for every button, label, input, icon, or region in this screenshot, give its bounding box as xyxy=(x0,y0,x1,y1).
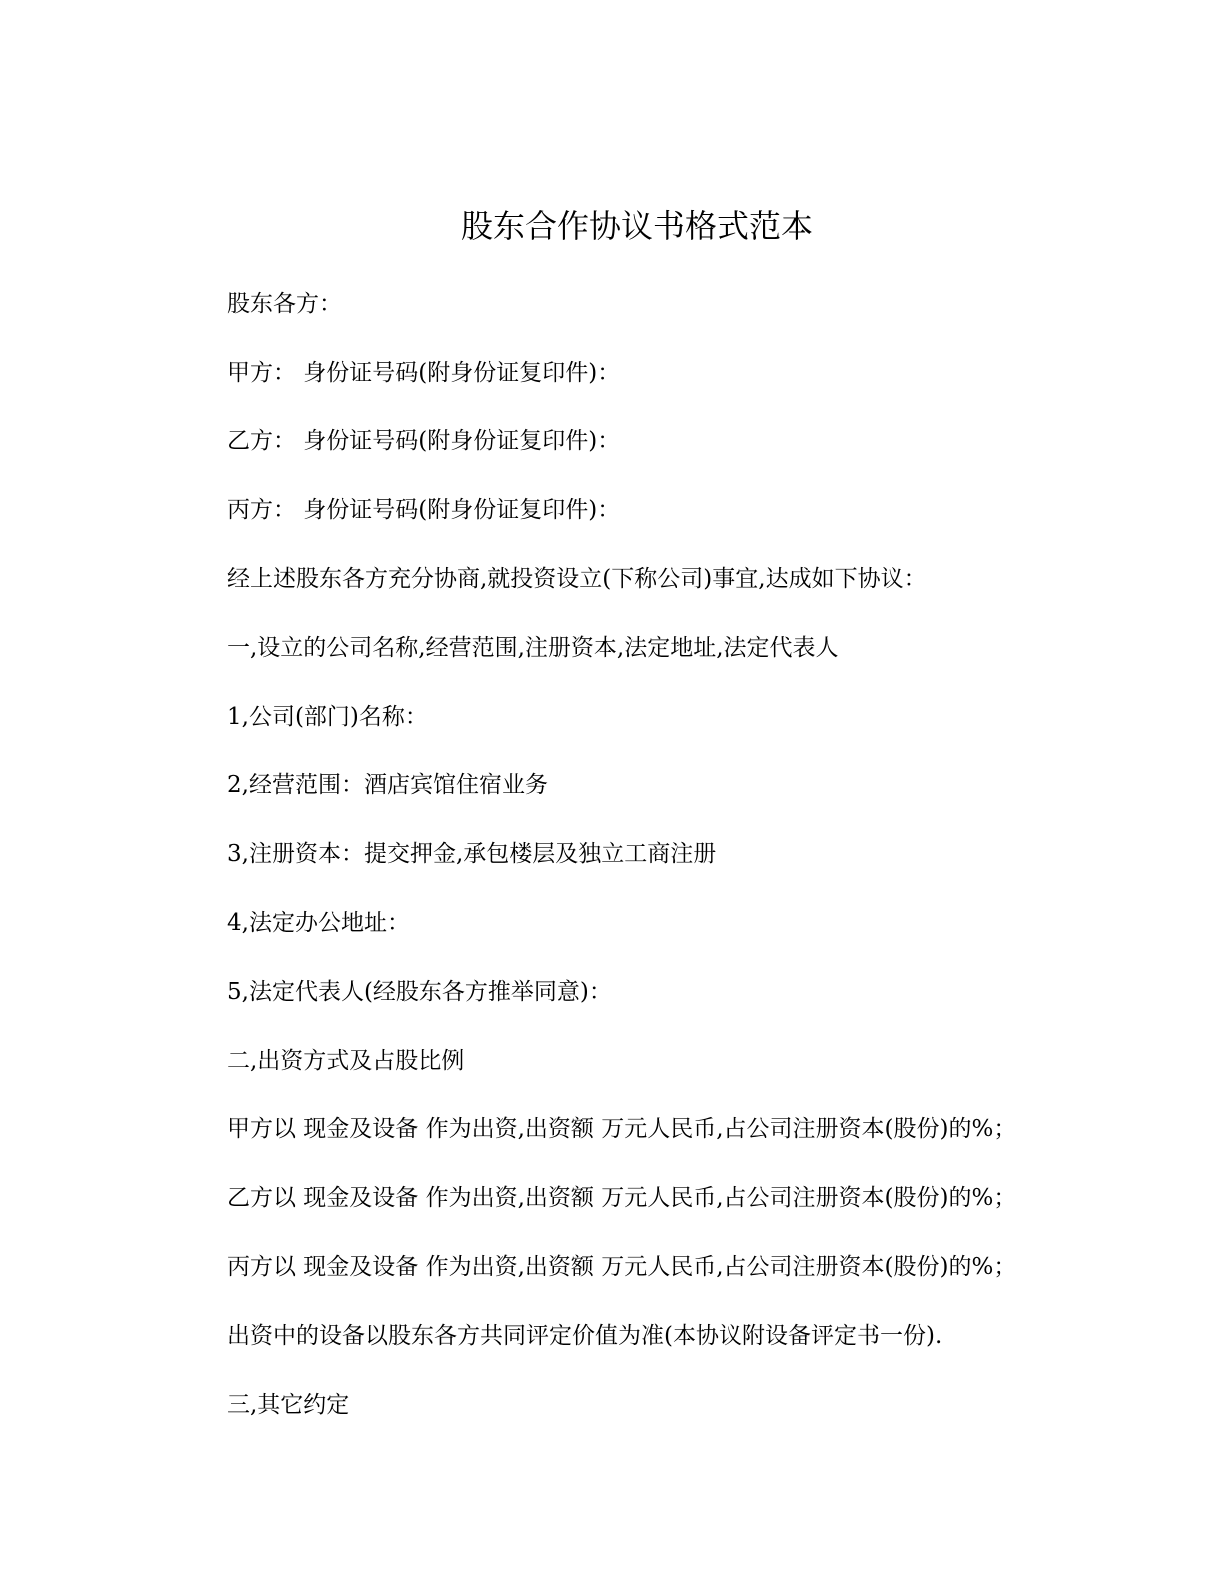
paragraph-party-c: 丙方： 身份证号码(附身份证复印件)： xyxy=(227,497,621,523)
contribution-party-b: 乙方以 现金及设备 作为出资,出资额 万元人民币,占公司注册资本(股份)的%； xyxy=(227,1185,1017,1211)
paragraph-party-b: 乙方： 身份证号码(附身份证复印件)： xyxy=(227,428,621,454)
section-heading-3: 三,其它约定 xyxy=(227,1392,350,1418)
contribution-party-a: 甲方以 现金及设备 作为出资,出资额 万元人民币,占公司注册资本(股份)的%； xyxy=(227,1116,1017,1142)
paragraph-preamble: 经上述股东各方充分协商,就投资设立(下称公司)事宜,达成如下协议： xyxy=(227,566,927,592)
section-heading-2: 二,出资方式及占股比例 xyxy=(227,1048,465,1074)
paragraph-shareholders: 股东各方： xyxy=(227,291,342,317)
clause-registered-capital: 3,注册资本：提交押金,承包楼层及独立工商注册 xyxy=(227,841,717,867)
contribution-party-c: 丙方以 现金及设备 作为出资,出资额 万元人民币,占公司注册资本(股份)的%； xyxy=(227,1254,1017,1280)
section-heading-1: 一,设立的公司名称,经营范围,注册资本,法定地址,法定代表人 xyxy=(227,635,839,661)
clause-legal-representative: 5,法定代表人(经股东各方推举同意)： xyxy=(227,979,612,1005)
clause-company-name: 1,公司(部门)名称： xyxy=(227,704,428,730)
equipment-valuation-note: 出资中的设备以股东各方共同评定价值为准(本协议附设备评定书一份). xyxy=(227,1323,943,1349)
clause-office-address: 4,法定办公地址： xyxy=(227,910,410,936)
paragraph-party-a: 甲方： 身份证号码(附身份证复印件)： xyxy=(227,360,621,386)
clause-business-scope: 2,经营范围：酒店宾馆住宿业务 xyxy=(227,772,548,798)
document-title: 股东合作协议书格式范本 xyxy=(460,207,813,245)
